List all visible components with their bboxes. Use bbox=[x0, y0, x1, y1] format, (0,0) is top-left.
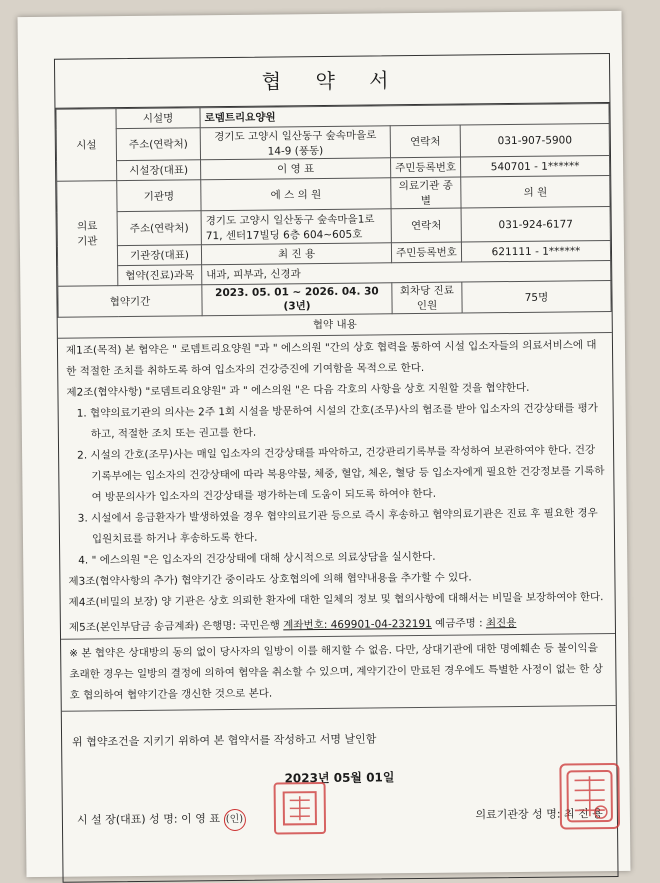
medical-contact-label: 연락처 bbox=[391, 208, 461, 243]
article-5-holder: 최진용 bbox=[485, 616, 517, 630]
closing-statement: 위 협약조건을 지키기 위하여 본 협약서를 작성하고 서명 날인함 bbox=[72, 732, 377, 749]
article-2-item-1: 1. 협약의료기관의 의사는 2주 1회 시설을 방문하여 시설의 간호(조무)사의 협조를 받아 입소자의 건강상태를 평가하고, 적절한 조치 또는 권고를 한다. bbox=[76, 402, 598, 441]
signature-section bbox=[62, 706, 617, 833]
medical-type: 의 원 bbox=[461, 175, 610, 208]
article-5-account: 계좌번호: 469901-04-232191 bbox=[283, 617, 432, 632]
article-1: 제1조(목적) 본 협약은 " 로뎀트리요양원 "과 " 에스의원 "간의 상호 협력을 통하여 시설 입소자들의 의료서비스에 대한 적절한 조치를 취하도록 하여 입소자의 건강증진에 기여함을 목적으로 한다. bbox=[65, 339, 597, 378]
medical-address: 경기도 고양시 일산동구 숲속마을1로 71, 센터17빌딩 6층 604~605호 bbox=[201, 209, 391, 245]
facility-contact-label: 연락처 bbox=[390, 125, 460, 158]
staff-count: 75명 bbox=[462, 280, 611, 313]
medical-head-label: 기관장(대표) bbox=[117, 245, 201, 266]
facility-seal-stamp bbox=[274, 782, 327, 835]
facility-signature bbox=[77, 809, 246, 833]
medical-type-label: 의료기관 종별 bbox=[391, 177, 461, 209]
contract-frame bbox=[54, 53, 619, 883]
facility-name-label: 시설명 bbox=[116, 108, 200, 129]
facility-contact: 031-907-5900 bbox=[460, 123, 609, 157]
article-2-item-3: 3. 시설에서 응급환자가 발생하였을 경우 협약의료기관 등으로 즉시 후송하고 협약의료기관은 진료 후 필요한 경우 입원치료를 하거나 후송하도록 한다. bbox=[77, 507, 598, 546]
period-value bbox=[202, 283, 392, 316]
article-2-item-2: 2. 시설의 간호(조무)사는 매일 입소자의 건강상태를 파악하고, 건강관리기록부를 작성하여 보관하여야 한다. 건강기록부에는 입소자의 건강상태에 따라 복용약물, 체중, 혈압, 체온, 혈당 등 입소자에게 필요한 건강정보를 기록하여 방문의사가 입소자의 건강상태를 평가하는데 도움이 되도록 하여야 한다. bbox=[77, 444, 605, 504]
medical-inst-label: 기관명 bbox=[117, 180, 201, 212]
article-2: 제2조(협약사항) "로뎀트리요양원" 과 " 에스의원 "은 다음 각호의 사항을 상호 지원할 것을 협약한다. bbox=[66, 381, 530, 399]
medical-dept-label: 협약(진료)과목 bbox=[118, 265, 202, 286]
staff-label: 회차당 진료인원 bbox=[392, 282, 462, 314]
article-2-item-4: 4. " 에스의원 "은 입소자의 건강상태에 대해 상시적으로 의료상담을 실시한다. bbox=[78, 550, 436, 567]
signature-row bbox=[63, 783, 617, 833]
facility-signature-text: 시 설 장(대표) 성 명: 이 영 표 bbox=[76, 812, 221, 827]
article-3: 제3조(협약사항의 추가) 협약기간 중이라도 상호협의에 의해 협약내용을 추가할 수 있다. bbox=[68, 571, 472, 588]
period-dates: 2023. 05. 01 ~ 2026. 04. 30 bbox=[215, 284, 379, 299]
period-label: 협약기간 bbox=[58, 285, 202, 318]
facility-address: 경기도 고양시 일산동구 숲속마을로 14-9 (풍동) bbox=[200, 126, 390, 160]
facility-table bbox=[55, 103, 611, 318]
facility-head: 이 영 표 bbox=[201, 158, 391, 180]
facility-rrn: 540701 - 1****** bbox=[461, 155, 610, 177]
medical-address-label: 주소(연락처) bbox=[117, 211, 201, 246]
medical-signature: 의료기관장 성 명: 최 진 용 bbox=[475, 807, 603, 822]
seal-stamp-icon bbox=[564, 768, 615, 825]
content-header: 협약 내용 bbox=[58, 312, 612, 339]
document-title: 협 약 서 bbox=[55, 54, 609, 109]
article-5-bank: 제5조(본인부담금 송금계좌) 은행명: 국민은행 bbox=[68, 619, 280, 634]
article-4: 제4조(비밀의 보장) 양 기관은 상호 의뢰한 환자에 대한 일체의 정보 및 협의사항에 대해서는 비밀을 보장하여야 한다. bbox=[68, 591, 604, 609]
medical-contact: 031-924-6177 bbox=[461, 206, 610, 242]
medical-seal-stamp bbox=[559, 763, 620, 830]
facility-name: 로뎀트리요양원 bbox=[200, 103, 609, 127]
contract-body bbox=[58, 333, 615, 639]
medical-head: 최 진 용 bbox=[201, 243, 391, 265]
facility-group-label: 시설 bbox=[56, 109, 117, 182]
medical-rrn-label: 주민등록번호 bbox=[391, 242, 461, 263]
facility-rrn-label: 주민등록번호 bbox=[391, 157, 461, 178]
seal-mark: (인) bbox=[223, 809, 245, 831]
contract-paper bbox=[18, 11, 631, 877]
article-5-holder-label: 예금주명 : bbox=[435, 617, 483, 630]
period-years: (3년) bbox=[283, 299, 311, 312]
signing-date: 2023년 05월 01일 bbox=[284, 770, 395, 786]
medical-group-label: 의료 기관 bbox=[57, 181, 118, 287]
medical-inst: 에 스 의 원 bbox=[201, 178, 391, 211]
termination-note: ※ 본 협약은 상대방의 동의 없이 당사자의 일방이 이를 해지할 수 없음. 다만, 상대기관에 대한 명예훼손 등 불이익을 초래한 경우는 일방의 결정에 의하여 협약을 취소할 수 있으며, 계약기간이 만료된 경우에도 특별한 사정이 없는 한 상호 협의하여 협약기간을 갱신한 것으로 본다. bbox=[61, 633, 616, 712]
seal-stamp-icon bbox=[280, 788, 320, 828]
facility-head-label: 시설장(대표) bbox=[117, 160, 201, 181]
medical-dept: 내과, 피부과, 신경과 bbox=[202, 260, 611, 284]
facility-address-label: 주소(연락처) bbox=[116, 128, 200, 161]
medical-rrn: 621111 - 1****** bbox=[461, 240, 610, 262]
